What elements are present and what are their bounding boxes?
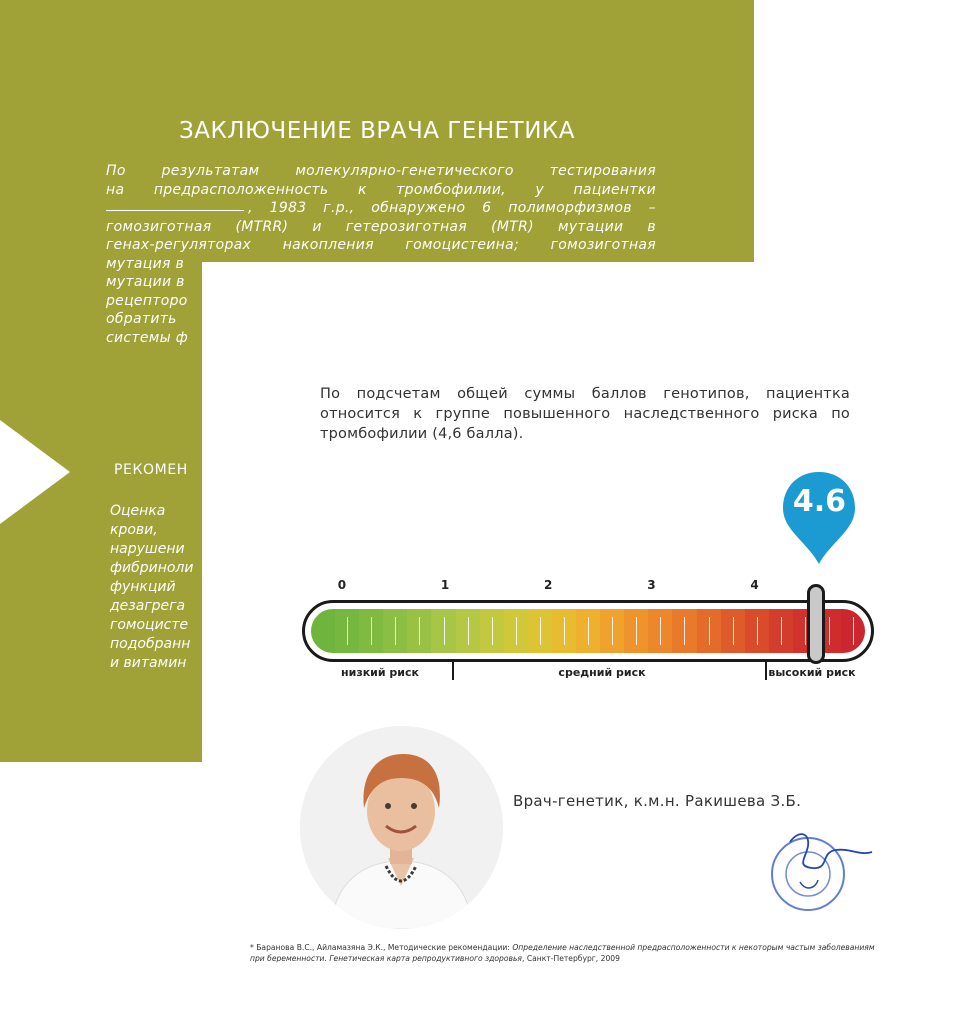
tick-label: 0 (337, 578, 347, 592)
range-divider (452, 660, 454, 680)
scale-segment (624, 609, 648, 653)
range-label-high: высокий риск (768, 666, 856, 679)
arrow-decoration (0, 420, 70, 524)
doctor-photo (300, 726, 503, 929)
scale-segment (600, 609, 624, 653)
scale-segment (431, 609, 455, 653)
rec-line: крови, (110, 522, 158, 538)
scale-segment (745, 609, 769, 653)
tick-label: 1 (440, 578, 450, 592)
conclusion-line: мутации в (106, 274, 185, 290)
scale-segment (311, 609, 335, 653)
scale-segment (648, 609, 672, 653)
scale-segment (504, 609, 528, 653)
rec-line: фибриноли (110, 560, 194, 576)
scale-segment (480, 609, 504, 653)
recommendations-heading: РЕКОМЕН (114, 462, 188, 478)
conclusion-line: на предрасположенность к тромбофилии, у пациентки (106, 181, 656, 198)
conclusion-line-with-blank (106, 199, 656, 218)
scale-segment (335, 609, 359, 653)
conclusion-line: обратить (106, 311, 177, 327)
signature-stamp (760, 822, 880, 920)
scale-segment (576, 609, 600, 653)
scale-bar (302, 600, 874, 662)
recommendations-text (110, 502, 210, 673)
risk-scale (300, 470, 880, 690)
scale-segment (721, 609, 745, 653)
scale-segment (383, 609, 407, 653)
footnote-title: Определение наследственной предрасположенности к некоторым частым заболеваниям при беременности. Генетическая карта репродуктивного здоровья (250, 943, 875, 963)
conclusion-line: мутация в (106, 255, 185, 272)
scale-segment (769, 609, 793, 653)
stamp-seal-icon (760, 822, 880, 920)
range-divider (765, 660, 767, 680)
conclusion-line: рецепторо (106, 292, 188, 309)
scale-segment (552, 609, 576, 653)
scale-segment (672, 609, 696, 653)
rec-line: нарушени (110, 541, 185, 557)
scale-segment (456, 609, 480, 653)
scale-segment (841, 609, 865, 653)
score-marker (807, 584, 825, 664)
scale-gradient (311, 609, 865, 653)
footnote-tail: , Санкт-Петербург, 2009 (522, 954, 620, 963)
range-label-mid: средний риск (558, 666, 646, 679)
doctor-portrait-icon (300, 726, 503, 929)
doctor-name: Врач-генетик, к.м.н. Ракишева З.Б. (513, 792, 802, 810)
rec-line: Оценка (110, 503, 166, 519)
conclusion-line: По результатам молекулярно-генетического тестирования (106, 163, 656, 179)
patient-name-blank (106, 199, 244, 211)
score-pin (780, 470, 858, 566)
tick-label: 3 (647, 578, 656, 592)
rec-line: подобранн (110, 636, 191, 652)
footnote-authors: * Баранова В.С., Айламазяна Э.К., Методические рекомендации: (250, 943, 513, 952)
rec-line: гомоцисте (110, 617, 189, 633)
risk-statement: По подсчетам общей суммы баллов генотипов, пациентка относится к группе повышенного наследственного риска по тромбофилии (4,6 балла). (320, 386, 850, 442)
score-value: 4.6 (792, 484, 846, 519)
conclusion-line: гомозиготная (MTRR) и гетерозиготная (MTR) мутации в (106, 218, 656, 235)
rec-line: и витамин (110, 655, 187, 671)
conclusion-line: генах-регуляторах накопления гомоцистеина; гомозиготная (106, 237, 656, 253)
scale-segment (528, 609, 552, 653)
scale-segment (407, 609, 431, 653)
tick-label: 2 (544, 578, 553, 592)
scale-segment (359, 609, 383, 653)
range-label-low: низкий риск (341, 666, 419, 679)
conclusion-title: ЗАКЛЮЧЕНИЕ ВРАЧА ГЕНЕТИКА (179, 118, 575, 144)
tick-label: 4 (750, 578, 759, 592)
conclusion-line: , 1983 г.р., обнаружено 6 полиморфизмов – (248, 200, 656, 216)
footnote (250, 942, 890, 964)
rec-line: дезагрега (110, 598, 186, 614)
conclusion-line: системы ф (106, 329, 188, 346)
scale-segment (697, 609, 721, 653)
rec-line: функций (110, 579, 176, 595)
